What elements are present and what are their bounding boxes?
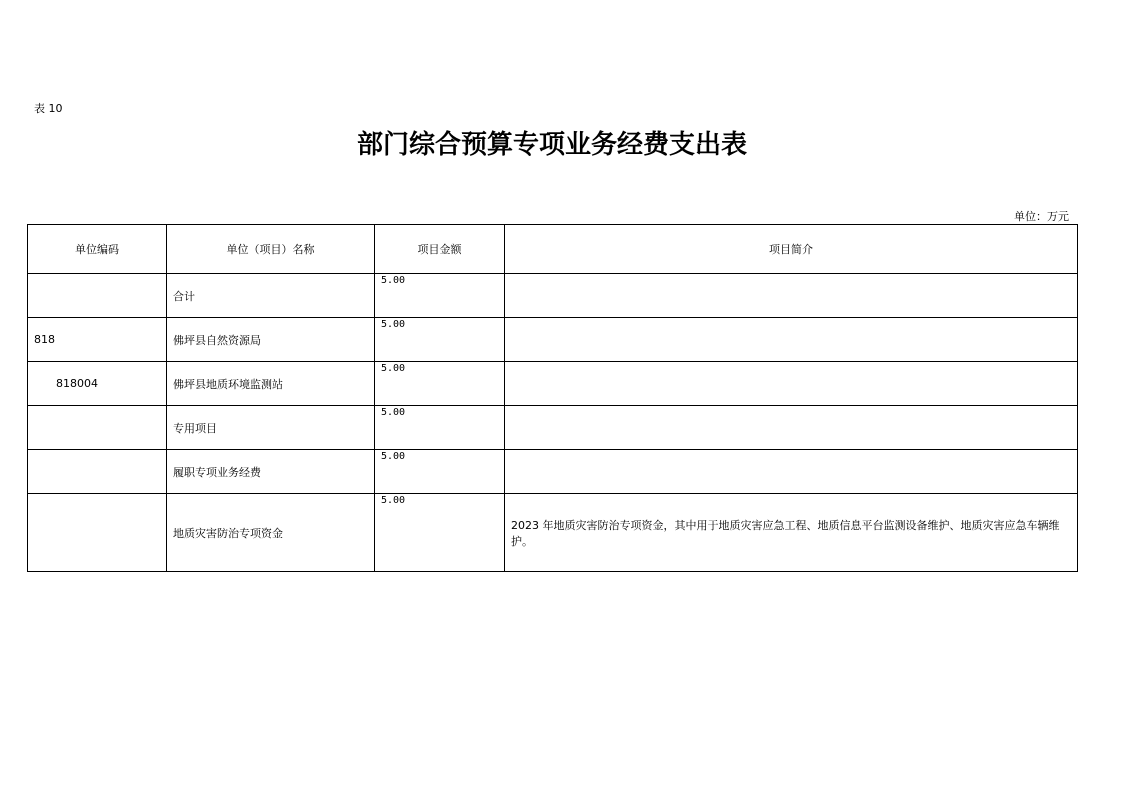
header-name: 单位（项目）名称 — [167, 225, 375, 274]
amount-cell — [375, 406, 505, 450]
description-cell — [505, 450, 1078, 494]
amount-cell — [375, 274, 505, 318]
table-row — [28, 406, 1078, 450]
header-description: 项目简介 — [505, 225, 1078, 274]
unit-code-cell — [28, 494, 167, 572]
unit-name-cell: 地质灾害防治专项资金 — [167, 494, 375, 572]
description-cell — [505, 406, 1078, 450]
table-row — [28, 494, 1078, 572]
table-header-row — [28, 225, 1078, 274]
table-row — [28, 318, 1078, 362]
description-cell: 2023 年地质灾害防治专项资金，其中用于地质灾害应急工程、地质信息平台监测设备维护、地质灾害应急车辆维护。 — [505, 494, 1078, 572]
table-row — [28, 274, 1078, 318]
description-cell — [505, 274, 1078, 318]
amount-value: 5.00 — [381, 275, 406, 286]
unit-code-cell: 818004 — [28, 362, 167, 406]
description-cell — [505, 318, 1078, 362]
description-cell — [505, 362, 1078, 406]
header-amount: 项目金额 — [375, 225, 505, 274]
amount-cell — [375, 318, 505, 362]
unit-name-cell: 专用项目 — [167, 406, 375, 450]
unit-name-cell: 佛坪县地质环境监测站 — [167, 362, 375, 406]
amount-cell — [375, 494, 505, 572]
unit-name-cell: 合计 — [167, 274, 375, 318]
amount-value: 5.00 — [381, 495, 406, 506]
document-title: 部门综合预算专项业务经费支出表 — [356, 130, 747, 160]
unit-label: 单位：万元 — [1014, 210, 1069, 223]
amount-value: 5.00 — [381, 319, 406, 330]
unit-code-cell — [28, 274, 167, 318]
amount-value: 5.00 — [381, 451, 406, 462]
unit-name-cell: 佛坪县自然资源局 — [167, 318, 375, 362]
table-number: 表 10 — [34, 102, 63, 115]
unit-code-cell — [28, 406, 167, 450]
unit-code-cell — [28, 450, 167, 494]
amount-value: 5.00 — [381, 407, 406, 418]
table-row — [28, 450, 1078, 494]
table-row — [28, 362, 1078, 406]
unit-name-cell: 履职专项业务经费 — [167, 450, 375, 494]
amount-cell — [375, 450, 505, 494]
budget-table — [27, 224, 1078, 572]
header-code: 单位编码 — [28, 225, 167, 274]
unit-code-cell: 818 — [28, 318, 167, 362]
amount-value: 5.00 — [381, 363, 406, 374]
amount-cell — [375, 362, 505, 406]
